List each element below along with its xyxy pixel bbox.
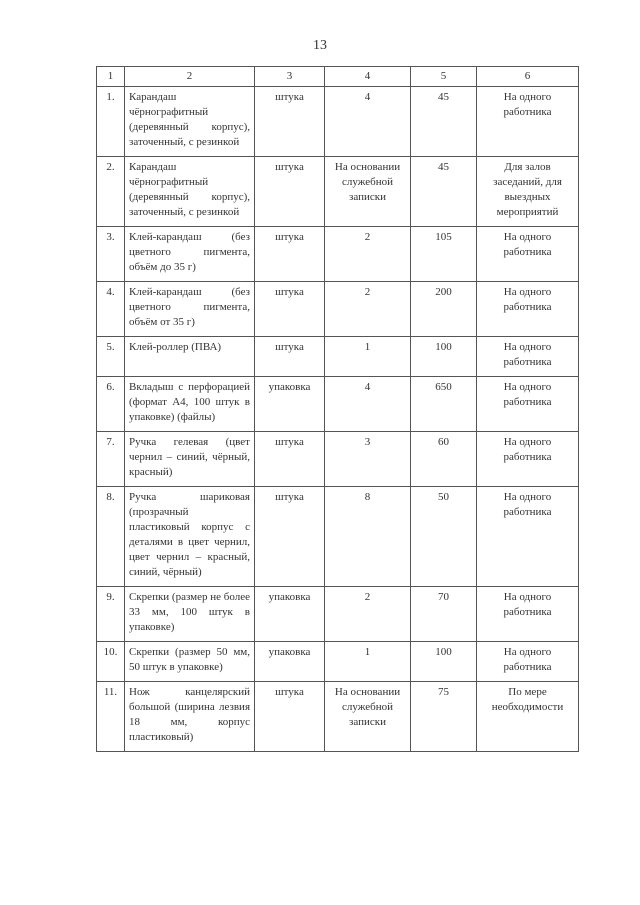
header-cell: 3 <box>255 67 325 87</box>
row-number: 9. <box>97 587 125 642</box>
quantity-cell: 3 <box>325 432 411 487</box>
item-name: Клей-роллер (ПВА) <box>125 337 255 377</box>
item-name: Карандаш чёрнографитный (деревянный корпус), заточенный, с резинкой <box>125 157 255 227</box>
quantity-cell: 1 <box>325 337 411 377</box>
supplies-table <box>96 66 579 752</box>
quantity-cell: На основании служебной записки <box>325 157 411 227</box>
quantity-cell: 2 <box>325 587 411 642</box>
header-cell: 1 <box>97 67 125 87</box>
table-header-row <box>97 67 579 87</box>
note-cell: На одного работника <box>477 487 579 587</box>
note-cell: Для залов заседаний, для выездных мероприятий <box>477 157 579 227</box>
unit-cell: штука <box>255 157 325 227</box>
item-name: Скрепки (размер 50 мм, 50 штук в упаковке) <box>125 642 255 682</box>
table-row <box>97 432 579 487</box>
note-cell: На одного работника <box>477 282 579 337</box>
unit-cell: упаковка <box>255 377 325 432</box>
note-cell: На одного работника <box>477 432 579 487</box>
header-cell: 6 <box>477 67 579 87</box>
item-name: Ручка гелевая (цвет чернил – синий, чёрный, красный) <box>125 432 255 487</box>
table-row <box>97 682 579 752</box>
item-name: Нож канцелярский большой (ширина лезвия 18 мм, корпус пластиковый) <box>125 682 255 752</box>
quantity-cell: 4 <box>325 87 411 157</box>
header-cell: 4 <box>325 67 411 87</box>
row-number: 5. <box>97 337 125 377</box>
unit-cell: штука <box>255 682 325 752</box>
row-number: 7. <box>97 432 125 487</box>
price-cell: 650 <box>411 377 477 432</box>
unit-cell: штука <box>255 282 325 337</box>
item-name: Карандаш чёрнографитный (деревянный корпус), заточенный, с резинкой <box>125 87 255 157</box>
table-row <box>97 282 579 337</box>
note-cell: На одного работника <box>477 227 579 282</box>
quantity-cell: 2 <box>325 227 411 282</box>
row-number: 2. <box>97 157 125 227</box>
table-row <box>97 642 579 682</box>
row-number: 1. <box>97 87 125 157</box>
table-row <box>97 227 579 282</box>
note-cell: На одного работника <box>477 587 579 642</box>
unit-cell: штука <box>255 487 325 587</box>
page-number: 13 <box>313 38 327 53</box>
table-row <box>97 337 579 377</box>
table-row <box>97 377 579 432</box>
row-number: 6. <box>97 377 125 432</box>
price-cell: 50 <box>411 487 477 587</box>
row-number: 4. <box>97 282 125 337</box>
quantity-cell: 4 <box>325 377 411 432</box>
header-cell: 2 <box>125 67 255 87</box>
unit-cell: упаковка <box>255 642 325 682</box>
quantity-cell: На основании служебной записки <box>325 682 411 752</box>
header-cell: 5 <box>411 67 477 87</box>
price-cell: 45 <box>411 87 477 157</box>
row-number: 11. <box>97 682 125 752</box>
item-name: Скрепки (размер не более 33 мм, 100 штук в упаковке) <box>125 587 255 642</box>
quantity-cell: 1 <box>325 642 411 682</box>
quantity-cell: 8 <box>325 487 411 587</box>
unit-cell: штука <box>255 87 325 157</box>
price-cell: 105 <box>411 227 477 282</box>
price-cell: 200 <box>411 282 477 337</box>
item-name: Вкладыш с перфорацией (формат А4, 100 штук в упаковке) (файлы) <box>125 377 255 432</box>
price-cell: 75 <box>411 682 477 752</box>
price-cell: 60 <box>411 432 477 487</box>
unit-cell: упаковка <box>255 587 325 642</box>
row-number: 8. <box>97 487 125 587</box>
note-cell: На одного работника <box>477 642 579 682</box>
price-cell: 45 <box>411 157 477 227</box>
row-number: 10. <box>97 642 125 682</box>
quantity-cell: 2 <box>325 282 411 337</box>
table-row <box>97 587 579 642</box>
table-row <box>97 157 579 227</box>
price-cell: 100 <box>411 337 477 377</box>
price-cell: 70 <box>411 587 477 642</box>
table-row <box>97 87 579 157</box>
note-cell: На одного работника <box>477 337 579 377</box>
item-name: Ручка шариковая (прозрачный пластиковый корпус с деталями в цвет чернил, цвет чернил – красный, синий, чёрный) <box>125 487 255 587</box>
unit-cell: штука <box>255 227 325 282</box>
unit-cell: штука <box>255 337 325 377</box>
price-cell: 100 <box>411 642 477 682</box>
table-row <box>97 487 579 587</box>
item-name: Клей-карандаш (без цветного пигмента, объём от 35 г) <box>125 282 255 337</box>
note-cell: На одного работника <box>477 377 579 432</box>
unit-cell: штука <box>255 432 325 487</box>
row-number: 3. <box>97 227 125 282</box>
note-cell: По мере необходимости <box>477 682 579 752</box>
note-cell: На одного работника <box>477 87 579 157</box>
item-name: Клей-карандаш (без цветного пигмента, объём до 35 г) <box>125 227 255 282</box>
